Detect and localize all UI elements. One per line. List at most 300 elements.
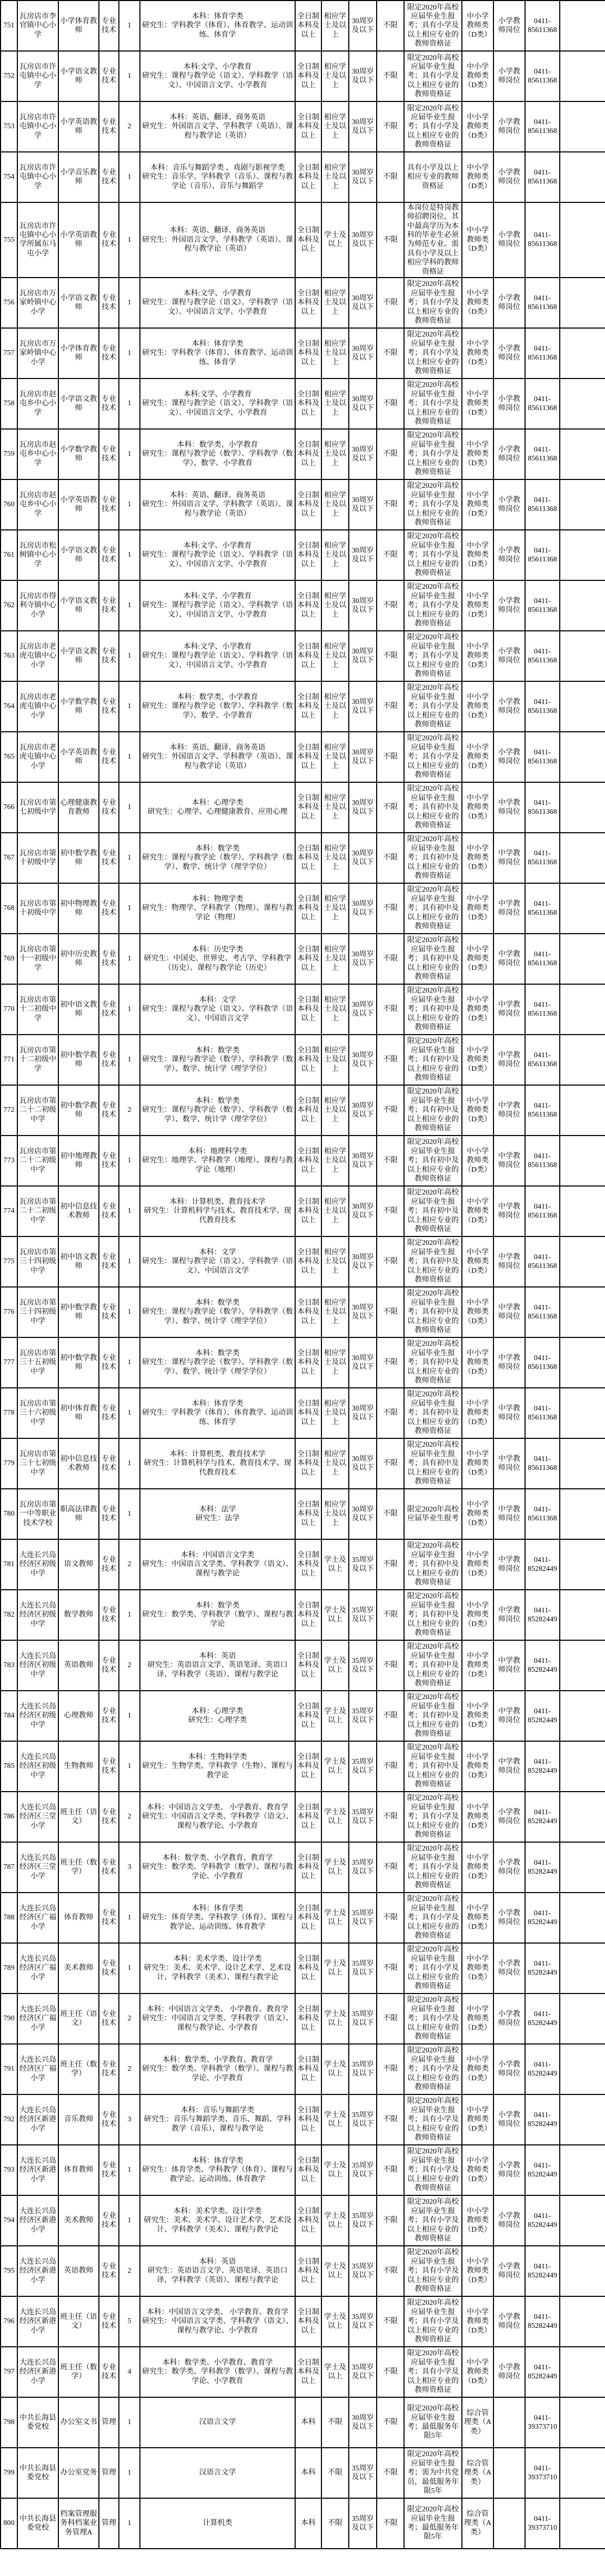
cell-education: 全日制本科及以上 [295,833,321,883]
cell-category: 专业技术 [99,278,119,328]
cell-note [560,1136,605,1186]
cell-exam: 中小学教师类（D类） [462,1236,493,1287]
table-row [1,732,605,782]
majors-line: 研究生：课程与教学论（数学）、学科教学（数学）、数学、统计学（理学学位） [142,854,293,871]
cell-school: 瓦房店市许屯镇中心小学 [17,152,58,202]
table-row [1,883,605,934]
cell-education: 全日制本科及以上 [295,1539,321,1590]
cell-other: 限定2020年高校应届毕业生报考；具有小学及以上相应专业的教师资格证 [404,2195,462,2246]
cell-seq: 793 [1,2145,17,2195]
cell-exam: 中小学教师类（D类） [462,782,493,833]
cell-note [560,328,605,379]
cell-age: 30周岁及以下 [349,152,377,202]
cell-position: 小学语文教师 [58,580,99,631]
cell-age: 35周岁及以下 [349,1893,377,1943]
majors-line: 研究生：外国语言文学、学科教学（英语）、课程与教学论（英语） [142,500,293,518]
cell-count: 1 [119,328,140,379]
cell-exam: 中小学教师类（D类） [462,328,493,379]
cell-majors [140,1,295,51]
cell-education: 全日制本科及以上 [295,2195,321,2246]
cell-majors [140,681,295,732]
cell-other: 限定2020年高校应届毕业生报考；具有小学及以上相应专业的教师资格证 [404,1,462,51]
cell-count: 1 [119,1893,140,1943]
cell-degree: 相应学士及以上 [321,1085,349,1136]
cell-other: 限定2020年高校应届毕业生报考；具有初中及以上相应专业的教师资格证 [404,1691,462,1741]
cell-ratio: 不限 [377,530,404,580]
cell-count: 2 [119,101,140,152]
cell-count: 1 [119,2195,140,2246]
cell-majors [140,2296,295,2347]
cell-majors [140,530,295,580]
majors-line: 本科：心理学类 [191,1707,244,1715]
cell-position: 小学数学教师 [58,429,99,479]
majors-line: 本科:文学、小学教育 [183,289,252,298]
cell-post: 小学教师岗位 [493,732,525,782]
cell-age: 30周岁及以下 [349,429,377,479]
cell-phone: 0411-39373710 [525,2448,560,2498]
cell-education: 全日制本科及以上 [295,202,321,278]
cell-category: 专业技术 [99,51,119,101]
cell-ratio: 不限 [377,1994,404,2044]
cell-exam: 综合管理类（A类） [462,2397,493,2448]
majors-line: 本科：生物科学类 [188,1753,247,1761]
cell-ratio: 不限 [377,2145,404,2195]
cell-position: 初中语文教师 [58,984,99,1035]
cell-post: 小学教师岗位 [493,2296,525,2347]
cell-count: 1 [119,1943,140,1994]
cell-majors [140,782,295,833]
cell-age: 35周岁及以下 [349,1691,377,1741]
majors-line: 本科：体育学类 [191,340,244,348]
majors-line: 研究生：数学类、学科教学（数学）、课程与教学论、小学教育 [142,1863,293,1880]
cell-age: 30周岁及以下 [349,51,377,101]
cell-degree: 学士及以上 [321,1741,349,1792]
cell-note [560,1539,605,1590]
cell-post: 小学教师岗位 [493,328,525,379]
table-row [1,2246,605,2296]
cell-age: 35周岁及以下 [349,1539,377,1590]
cell-age: 30周岁及以下 [349,101,377,152]
cell-seq: 790 [1,1994,17,2044]
cell-exam: 中小学教师类（D类） [462,1640,493,1691]
cell-education: 全日制本科及以上 [295,1136,321,1186]
cell-school: 大连长兴岛经济区广福小学 [17,1893,58,1943]
cell-count: 1 [119,580,140,631]
cell-post: 小学教师岗位 [493,530,525,580]
cell-position: 初中数学教师 [58,1085,99,1136]
majors-line: 本科：历史学类 [191,945,244,954]
cell-seq: 795 [1,2246,17,2296]
cell-count: 1 [119,278,140,328]
cell-majors [140,934,295,984]
cell-school: 瓦房店市松树镇中心小学 [17,530,58,580]
cell-age: 35周岁及以下 [349,2448,377,2498]
cell-other: 限定2020年高校应届毕业生报考；具有小学及以上相应专业的教师资格证 [404,1842,462,1893]
cell-position: 数学教师 [58,1590,99,1640]
cell-position: 初中信息技术教师 [58,1186,99,1236]
cell-phone: 0411-85611368 [525,1085,560,1136]
cell-seq: 785 [1,1741,17,1792]
cell-note [560,278,605,328]
cell-other: 限定2020年高校应届毕业生报考；最低服务年限5年 [404,2397,462,2448]
cell-degree: 相应学士及以上 [321,429,349,479]
cell-seq: 779 [1,1438,17,1489]
cell-other: 限定2020年高校应届毕业生报考；具有初中及以上相应专业的教师资格证 [404,934,462,984]
cell-count: 1 [119,2498,140,2549]
cell-category: 专业技术 [99,479,119,530]
cell-exam: 中小学教师类（D类） [462,1943,493,1994]
cell-school: 大连长兴岛经济区广福小学 [17,1943,58,1994]
cell-count: 1 [119,1136,140,1186]
cell-category: 专业技术 [99,2145,119,2195]
cell-age: 30周岁及以下 [349,1438,377,1489]
cell-seq: 782 [1,1590,17,1640]
cell-education: 本科 [295,2498,321,2549]
table-row [1,1943,605,1994]
table-row [1,1893,605,1943]
cell-school: 瓦房店市第二十二初级中学 [17,1186,58,1236]
cell-majors [140,1085,295,1136]
cell-exam: 中小学教师类（D类） [462,2246,493,2296]
cell-majors [140,984,295,1035]
majors-line: 本科：法学 [199,1505,236,1514]
cell-position: 初中数学教师 [58,1035,99,1085]
cell-post: 中学教师岗位 [493,782,525,833]
cell-degree: 学士及以上 [321,2145,349,2195]
cell-phone: 0411-85282449 [525,1893,560,1943]
cell-age: 30周岁及以下 [349,1236,377,1287]
cell-school: 瓦房店市第十二初级中学 [17,1035,58,1085]
cell-note [560,2195,605,2246]
cell-degree: 学士及以上 [321,1640,349,1691]
majors-line: 本科：数学类、小学教育 [177,441,258,449]
cell-ratio: 不限 [377,379,404,429]
cell-post: 小学教师岗位 [493,101,525,152]
cell-seq: 774 [1,1186,17,1236]
cell-age: 30周岁及以下 [349,1186,377,1236]
majors-line: 研究生：学科教学（体育）、体育教学、运动训练、体育学 [142,349,293,366]
cell-exam: 中小学教师类（D类） [462,2044,493,2094]
cell-post: 小学教师岗位 [493,2347,525,2397]
cell-exam: 中小学教师类（D类） [462,580,493,631]
table-row [1,1640,605,1691]
cell-exam: 中小学教师类（D类） [462,2347,493,2397]
cell-seq: 773 [1,1136,17,1186]
table-row [1,202,605,278]
table-row [1,328,605,379]
majors-line: 本科：数学类、小学教育 [177,693,258,701]
cell-school: 瓦房店市第十二初级中学 [17,984,58,1035]
majors-line: 本科:文学、小学教育 [183,63,252,71]
cell-note [560,1792,605,1842]
cell-count: 1 [119,1337,140,1388]
cell-school: 瓦房店市万家岭镇中心小学 [17,278,58,328]
cell-degree: 相应学士及以上 [321,782,349,833]
cell-exam: 中小学教师类（D类） [462,681,493,732]
cell-position: 班主任（数学） [58,2347,99,2397]
cell-education: 全日制本科及以上 [295,1994,321,2044]
cell-phone: 0411-85282449 [525,1741,560,1792]
cell-post: 小学教师岗位 [493,278,525,328]
cell-note [560,2397,605,2448]
cell-category: 管理 [99,2448,119,2498]
cell-note [560,2296,605,2347]
cell-post: 中学教师岗位 [493,1640,525,1691]
cell-ratio: 不限 [377,1741,404,1792]
cell-seq: 762 [1,580,17,631]
cell-post: 中学教师岗位 [493,984,525,1035]
cell-school: 大连长兴岛经济区新港小学 [17,2347,58,2397]
majors-line: 本科：美术学类、设计学类 [173,1955,262,1963]
cell-position: 心理教师 [58,1691,99,1741]
majors-line: 本科：音乐与舞蹈学类 、戏剧与影视学类 [150,163,285,172]
cell-note [560,631,605,681]
cell-note [560,1337,605,1388]
cell-exam: 中小学教师类（D类） [462,429,493,479]
cell-ratio: 不限 [377,2296,404,2347]
cell-phone: 0411-85282449 [525,2145,560,2195]
cell-note [560,1943,605,1994]
cell-count: 5 [119,2296,140,2347]
cell-category: 专业技术 [99,580,119,631]
cell-majors [140,2397,295,2448]
cell-majors [140,1590,295,1640]
cell-phone: 0411-85611368 [525,681,560,732]
cell-seq: 799 [1,2448,17,2498]
cell-phone: 0411-85282449 [525,1590,560,1640]
cell-majors [140,1388,295,1438]
cell-note [560,2094,605,2145]
majors-line: 本科：数学类、小学教育、教育学 [162,2056,273,2064]
cell-post: 中学教师岗位 [493,1035,525,1085]
cell-exam: 中小学教师类（D类） [462,2195,493,2246]
cell-count: 1 [119,429,140,479]
cell-category: 专业技术 [99,934,119,984]
cell-other: 限定2020年高校应届毕业生报考；具有小学及以上相应专业的教师资格证 [404,631,462,681]
cell-post: 小学教师岗位 [493,1893,525,1943]
cell-ratio: 不限 [377,202,404,278]
cell-post [493,2448,525,2498]
cell-ratio: 不限 [377,101,404,152]
cell-post: 中学教师岗位 [493,1691,525,1741]
cell-other: 限定2020年高校应届毕业生报考；具有初中及以上相应专业的教师资格证 [404,1388,462,1438]
table-row [1,2044,605,2094]
cell-other: 限定2020年高校应届毕业生报考；具有小学及以上相应专业的教师资格证 [404,429,462,479]
cell-position: 小学语文教师 [58,379,99,429]
cell-seq: 759 [1,429,17,479]
majors-line: 研究生：法学 [195,1514,240,1522]
cell-seq: 800 [1,2498,17,2549]
cell-majors [140,379,295,429]
majors-line: 本科:文学、小学教育 [183,390,252,398]
cell-degree: 相应学士及以上 [321,1186,349,1236]
cell-category: 专业技术 [99,101,119,152]
cell-degree: 相应学士及以上 [321,479,349,530]
cell-other: 限定2020年高校应届毕业生报考；具有小学及以上相应专业的教师资格证 [404,1994,462,2044]
cell-exam: 中小学教师类（D类） [462,1,493,51]
cell-school: 瓦房店市第十初级中学 [17,833,58,883]
table-row [1,1741,605,1792]
cell-age: 30周岁及以下 [349,278,377,328]
cell-seq: 769 [1,934,17,984]
table-row [1,1438,605,1489]
cell-age: 35周岁及以下 [349,2094,377,2145]
cell-phone: 0411-85611368 [525,984,560,1035]
table-row [1,1085,605,1136]
cell-education: 全日制本科及以上 [295,631,321,681]
cell-school: 中共长海县委党校 [17,2498,58,2549]
cell-seq: 755 [1,202,17,278]
cell-school: 大连长兴岛经济区新港小学 [17,2094,58,2145]
cell-phone: 0411-85611368 [525,631,560,681]
cell-seq: 771 [1,1035,17,1085]
cell-position: 小学英语教师 [58,202,99,278]
cell-school: 瓦房店市第三十四初级中学 [17,1287,58,1337]
table-row [1,2498,605,2549]
cell-exam: 中小学教师类（D类） [462,1035,493,1085]
cell-post: 小学教师岗位 [493,152,525,202]
cell-note [560,934,605,984]
cell-post: 中学教师岗位 [493,1337,525,1388]
cell-post: 小学教师岗位 [493,681,525,732]
majors-line: 研究生：外国语言文学、学科教学（英语）、课程与教学论（英语） [142,753,293,770]
cell-other: 限定2020年高校应届毕业生报考；具有小学及以上相应专业的教师资格证 [404,681,462,732]
majors-line: 研究生：课程与教学论（数学）、学科教学（数学）、数学、统计学（理学学位） [142,1308,293,1325]
majors-line: 本科：体育学类 [191,12,244,21]
table-row [1,479,605,530]
cell-age: 30周岁及以下 [349,1136,377,1186]
cell-note [560,1287,605,1337]
table-row [1,2347,605,2397]
cell-phone: 0411-85611368 [525,1438,560,1489]
cell-school: 瓦房店市第二十二初级中学 [17,1085,58,1136]
cell-ratio: 不限 [377,732,404,782]
cell-position: 语文教师 [58,1539,99,1590]
majors-line: 本科：英语、翻译、商务英语 [169,113,266,121]
cell-age: 35周岁及以下 [349,1640,377,1691]
cell-post: 小学教师岗位 [493,2145,525,2195]
cell-note [560,2044,605,2094]
cell-majors [140,883,295,934]
cell-degree: 学士及以上 [321,2296,349,2347]
cell-education: 全日制本科及以上 [295,1085,321,1136]
cell-majors [140,1489,295,1539]
cell-post: 小学教师岗位 [493,429,525,479]
cell-majors [140,2044,295,2094]
cell-phone: 0411-85611368 [525,833,560,883]
cell-phone: 0411-85611368 [525,883,560,934]
majors-line: 研究生：课程与教学论（语文）、学科教学（语文）、中国语言文学 [142,1005,293,1023]
cell-exam: 中小学教师类（D类） [462,1489,493,1539]
majors-line: 本科：英语 [199,2257,236,2266]
cell-other: 限定2020年高校应届毕业生报考；具有小学及以上相应专业的教师资格证 [404,479,462,530]
majors-line: 研究生：课程与教学论（语文）、学科教学（语文）、中国语言文学、小学教育 [142,72,293,89]
cell-phone: 0411-85611368 [525,1388,560,1438]
cell-position: 体育教师 [58,1893,99,1943]
cell-exam: 中小学教师类（D类） [462,1741,493,1792]
majors-line: 研究生：中国语言文学类、学科教学（语文）、课程与教学论、小学教育 [142,1813,293,1830]
cell-exam: 中小学教师类（D类） [462,1893,493,1943]
cell-position: 初中体育教师 [58,1388,99,1438]
cell-school: 瓦房店市老虎屯镇中心小学 [17,631,58,681]
table-row [1,1186,605,1236]
cell-age: 35周岁及以下 [349,1741,377,1792]
cell-seq: 751 [1,1,17,51]
cell-age: 30周岁及以下 [349,934,377,984]
table-row [1,1489,605,1539]
cell-ratio: 不限 [377,1842,404,1893]
cell-position: 英语教师 [58,1640,99,1691]
cell-education: 全日制本科及以上 [295,1893,321,1943]
cell-school: 瓦房店市得利寺镇中心小学 [17,580,58,631]
cell-category: 专业技术 [99,984,119,1035]
cell-majors [140,1741,295,1792]
majors-line: 研究生：学科教学（体育）、体育教学、运动训练、体育学 [142,1409,293,1426]
cell-count: 2 [119,1539,140,1590]
cell-age: 30周岁及以下 [349,1287,377,1337]
cell-majors [140,2347,295,2397]
cell-count: 1 [119,1691,140,1741]
cell-ratio: 不限 [377,1691,404,1741]
cell-position: 体育教师 [58,2145,99,2195]
cell-phone: 0411-85611368 [525,202,560,278]
majors-line: 研究生：中国语言文学类、学科教学（语文）、课程与教学论 [142,1560,293,1578]
cell-category: 专业技术 [99,2246,119,2296]
cell-education: 全日制本科及以上 [295,429,321,479]
cell-post: 小学教师岗位 [493,580,525,631]
majors-line: 研究生：数学类、学科教学（数学）、课程与教学论、小学教育 [142,2368,293,2385]
cell-other: 限定2020年高校应届毕业生报考；具有小学及以上相应专业的教师资格证 [404,2246,462,2296]
cell-post: 小学教师岗位 [493,631,525,681]
cell-age: 35周岁及以下 [349,2195,377,2246]
cell-degree: 相应学士及以上 [321,1489,349,1539]
cell-majors [140,2145,295,2195]
table-row [1,1539,605,1590]
cell-education: 全日制本科及以上 [295,328,321,379]
cell-count: 1 [119,833,140,883]
cell-phone: 0411-39373710 [525,2397,560,2448]
cell-position: 班主任（语文） [58,1994,99,2044]
cell-seq: 768 [1,883,17,934]
cell-phone: 0411-85282449 [525,2094,560,2145]
cell-note [560,1842,605,1893]
cell-note [560,1893,605,1943]
cell-count: 1 [119,984,140,1035]
cell-school: 瓦房店市第七初级中学 [17,782,58,833]
cell-phone: 0411-39373710 [525,2498,560,2549]
table-row [1,631,605,681]
majors-line: 本科：体育学类 [191,1904,244,1913]
cell-phone: 0411-85282449 [525,1842,560,1893]
cell-category: 专业技术 [99,1590,119,1640]
cell-education: 全日制本科及以上 [295,2296,321,2347]
cell-seq: 758 [1,379,17,429]
cell-ratio: 不限 [377,1792,404,1842]
cell-note [560,2347,605,2397]
cell-category: 专业技术 [99,1741,119,1792]
cell-category: 专业技术 [99,328,119,379]
majors-line: 本科:文学、小学教育 [183,541,252,550]
cell-note [560,2498,605,2549]
majors-line: 研究生：中国语言文学类、学科教学（语文）、课程与教学论、小学教育 [142,2015,293,2032]
cell-ratio: 不限 [377,1186,404,1236]
cell-position: 小学英语教师 [58,101,99,152]
cell-post: 小学教师岗位 [493,2044,525,2094]
cell-exam: 中小学教师类（D类） [462,51,493,101]
cell-seq: 796 [1,2296,17,2347]
cell-seq: 772 [1,1085,17,1136]
cell-exam: 中小学教师类（D类） [462,1337,493,1388]
